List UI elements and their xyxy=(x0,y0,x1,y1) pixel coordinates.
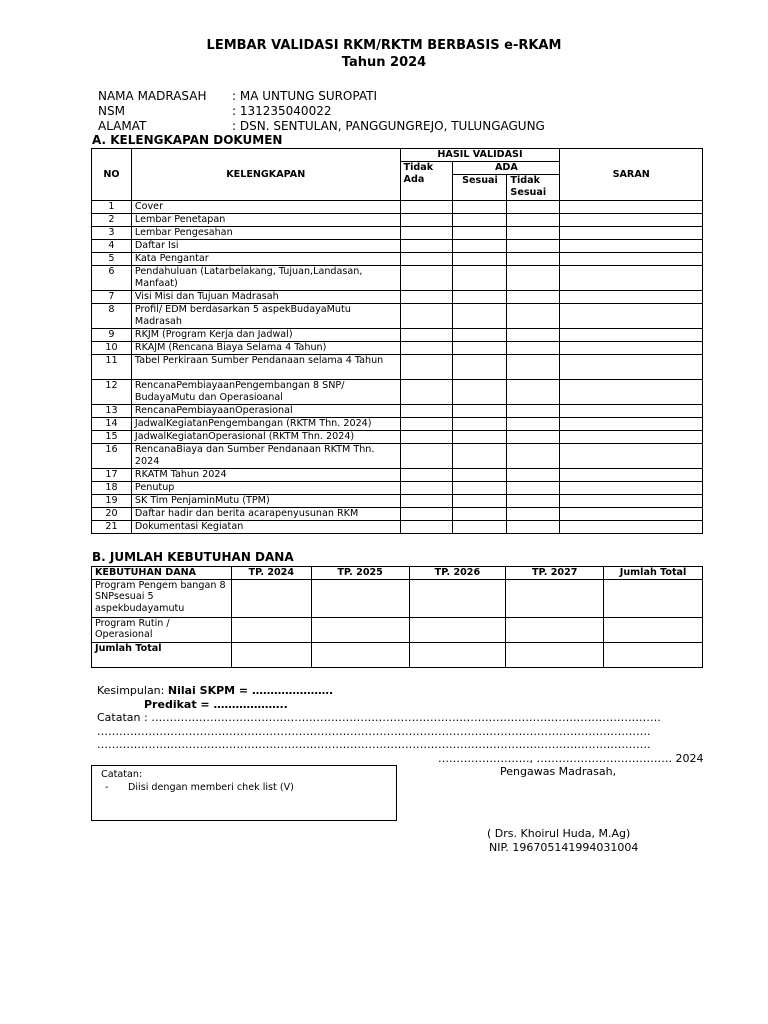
cell-tidak-sesuai[interactable] xyxy=(507,469,560,482)
cell-tidak-ada[interactable] xyxy=(400,508,453,521)
row-item: Pendahuluan (Latarbelakang, Tujuan,Landasan, Manfaat) xyxy=(131,266,400,291)
cell-tidak-sesuai[interactable] xyxy=(507,240,560,253)
row-number: 19 xyxy=(92,495,132,508)
row-number: 15 xyxy=(92,431,132,444)
row-number: 2 xyxy=(92,214,132,227)
cell-saran[interactable] xyxy=(560,469,703,482)
identity-value: : MA UNTUNG SUROPATI xyxy=(232,89,377,103)
document-year: Tahun 2024 xyxy=(341,55,427,70)
cell-sesuai[interactable] xyxy=(453,482,507,495)
cell-tidak-ada[interactable] xyxy=(400,431,453,444)
row-number: 20 xyxy=(92,508,132,521)
row-item: Lembar Pengesahan xyxy=(131,227,400,240)
cell-sesuai[interactable] xyxy=(453,405,507,418)
row-item: RencanaBiaya dan Sumber Pendanaan RKTM Thn. 2024 xyxy=(131,444,400,469)
cell-sesuai[interactable] xyxy=(453,380,507,405)
cell-tidak-sesuai[interactable] xyxy=(507,444,560,469)
cell-tidak-ada[interactable] xyxy=(400,405,453,418)
cell-sesuai[interactable] xyxy=(453,469,507,482)
cell-sesuai[interactable] xyxy=(453,214,507,227)
row-item: RKAJM (Rencana Biaya Selama 4 Tahun) xyxy=(131,342,400,355)
table-row xyxy=(92,291,703,304)
header-no: NO xyxy=(92,149,132,201)
cell-tidak-sesuai[interactable] xyxy=(507,521,560,534)
cell-sesuai[interactable] xyxy=(453,253,507,266)
row-item: Tabel Perkiraan Sumber Pendanaan selama 4 Tahun xyxy=(131,355,400,380)
row-number: 11 xyxy=(92,355,132,380)
row-item: Visi Misi dan Tujuan Madrasah xyxy=(131,291,400,304)
row-item: RKATM Tahun 2024 xyxy=(131,469,400,482)
table-row xyxy=(92,342,703,355)
table-row xyxy=(92,469,703,482)
cell-saran[interactable] xyxy=(560,342,703,355)
row-label: Program Rutin / Operasional xyxy=(92,617,232,642)
identity-label: NAMA MADRASAH xyxy=(98,89,207,103)
cell-tidak-ada[interactable] xyxy=(400,469,453,482)
signer-title: Pengawas Madrasah, xyxy=(500,765,617,778)
row-item: Kata Pengantar xyxy=(131,253,400,266)
cell-tidak-sesuai[interactable] xyxy=(507,495,560,508)
table-row xyxy=(92,329,703,342)
cell-tidak-ada[interactable] xyxy=(400,227,453,240)
predikat-line: Predikat = ……………….. xyxy=(144,698,288,711)
cell-saran[interactable] xyxy=(560,329,703,342)
cell-tidak-sesuai[interactable] xyxy=(507,266,560,291)
cell-saran[interactable] xyxy=(560,431,703,444)
table-row xyxy=(92,201,703,214)
row-item: RencanaPembiayaanOperasional xyxy=(131,405,400,418)
note-title: Catatan: xyxy=(101,769,143,780)
cell-sesuai[interactable] xyxy=(453,355,507,380)
row-number: 21 xyxy=(92,521,132,534)
cell-saran[interactable] xyxy=(560,521,703,534)
cell-tidak-sesuai[interactable] xyxy=(507,482,560,495)
cell-saran[interactable] xyxy=(560,201,703,214)
cell-sesuai[interactable] xyxy=(453,418,507,431)
cell-tidak-ada[interactable] xyxy=(400,495,453,508)
cell-sesuai[interactable] xyxy=(453,266,507,291)
cell-tidak-ada[interactable] xyxy=(400,304,453,329)
cell-sesuai[interactable] xyxy=(453,495,507,508)
note-bullet: - xyxy=(105,782,109,793)
cell-tidak-ada[interactable] xyxy=(400,214,453,227)
header-ada: ADA xyxy=(453,162,560,175)
table-row xyxy=(92,444,703,469)
cell-tidak-sesuai[interactable] xyxy=(507,291,560,304)
cell-tidak-ada[interactable] xyxy=(400,291,453,304)
cell-saran[interactable] xyxy=(560,380,703,405)
header-sesuai: Sesuai xyxy=(453,175,507,201)
catatan-line: ……………………………………………………………………………………………………………………………………. xyxy=(97,725,651,738)
identity-value: : 131235040022 xyxy=(232,104,332,118)
cell-tidak-ada[interactable] xyxy=(400,329,453,342)
table-row xyxy=(92,431,703,444)
header-jumlah-total: Jumlah Total xyxy=(604,567,703,580)
date-line: ……………………., ………………………………. 2024 xyxy=(438,752,704,765)
table-row xyxy=(92,214,703,227)
section-b-heading: B. JUMLAH KEBUTUHAN DANA xyxy=(92,550,294,564)
row-item: Lembar Penetapan xyxy=(131,214,400,227)
cell-sesuai[interactable] xyxy=(453,508,507,521)
header-hasil-validasi: HASIL VALIDASI xyxy=(400,149,560,162)
table-row xyxy=(92,240,703,253)
cell-tidak-sesuai[interactable] xyxy=(507,342,560,355)
row-number: 1 xyxy=(92,201,132,214)
header-tidak-ada: Tidak Ada xyxy=(400,162,453,201)
cell-tidak-sesuai[interactable] xyxy=(507,355,560,380)
document-title: LEMBAR VALIDASI RKM/RKTM BERBASIS e-RKAM xyxy=(206,38,562,53)
table-row xyxy=(92,304,703,329)
cell-tidak-ada[interactable] xyxy=(400,240,453,253)
row-label: Program Pengem bangan 8 SNPsesuai 5 aspekbudayamutu xyxy=(92,579,232,617)
table-row xyxy=(92,617,703,642)
cell-sesuai[interactable] xyxy=(453,240,507,253)
header-tp-2024: TP. 2024 xyxy=(231,567,311,580)
header-tp-2025: TP. 2025 xyxy=(311,567,409,580)
row-item: JadwalKegiatanPengembangan (RKTM Thn. 2024) xyxy=(131,418,400,431)
identity-label: ALAMAT xyxy=(98,119,147,133)
header-kelengkapan: KELENGKAPAN xyxy=(131,149,400,201)
cell-saran[interactable] xyxy=(560,291,703,304)
table-row xyxy=(92,227,703,240)
cell-sesuai[interactable] xyxy=(453,342,507,355)
row-number: 18 xyxy=(92,482,132,495)
note-text: Diisi dengan memberi chek list (V) xyxy=(128,782,294,793)
table-row xyxy=(92,495,703,508)
cell-sesuai[interactable] xyxy=(453,227,507,240)
table-row xyxy=(92,521,703,534)
cell-tidak-sesuai[interactable] xyxy=(507,329,560,342)
row-item: Penutup xyxy=(131,482,400,495)
table-row xyxy=(92,405,703,418)
row-item: RencanaPembiayaanPengembangan 8 SNP/ BudayaMutu dan Operasioanal xyxy=(131,380,400,405)
cell-sesuai[interactable] xyxy=(453,304,507,329)
cell-saran[interactable] xyxy=(560,495,703,508)
cell-sesuai[interactable] xyxy=(453,201,507,214)
cell-tidak-sesuai[interactable] xyxy=(507,227,560,240)
cell-saran[interactable] xyxy=(560,482,703,495)
table-row xyxy=(92,380,703,405)
row-number: 10 xyxy=(92,342,132,355)
row-number: 13 xyxy=(92,405,132,418)
nilai-skpm: Nilai SKPM = …………………. xyxy=(167,684,334,697)
table-row xyxy=(92,355,703,380)
cell-saran[interactable] xyxy=(560,227,703,240)
cell-tidak-ada[interactable] xyxy=(400,253,453,266)
cell-sesuai[interactable] xyxy=(453,521,507,534)
cell-tidak-sesuai[interactable] xyxy=(507,253,560,266)
cell-sesuai[interactable] xyxy=(453,431,507,444)
cell-saran[interactable] xyxy=(560,508,703,521)
kesimpulan-label: Kesimpulan: xyxy=(97,684,168,697)
cell-tidak-ada[interactable] xyxy=(400,521,453,534)
row-item: SK Tim PenjaminMutu (TPM) xyxy=(131,495,400,508)
kesimpulan-line xyxy=(97,684,333,697)
row-number: 5 xyxy=(92,253,132,266)
row-number: 8 xyxy=(92,304,132,329)
cell-sesuai[interactable] xyxy=(453,444,507,469)
identity-label: NSM xyxy=(98,104,125,118)
table-row xyxy=(92,266,703,291)
row-item: Daftar Isi xyxy=(131,240,400,253)
cell-tidak-sesuai[interactable] xyxy=(507,380,560,405)
cell-tidak-ada[interactable] xyxy=(400,342,453,355)
cell-tidak-ada[interactable] xyxy=(400,380,453,405)
cell-saran[interactable] xyxy=(560,240,703,253)
cell-saran[interactable] xyxy=(560,355,703,380)
cell-tidak-ada[interactable] xyxy=(400,482,453,495)
cell-sesuai[interactable] xyxy=(453,291,507,304)
cell-tidak-sesuai[interactable] xyxy=(507,201,560,214)
header-tp-2026: TP. 2026 xyxy=(409,567,506,580)
row-item: Daftar hadir dan berita acarapenyusunan RKM xyxy=(131,508,400,521)
table-row xyxy=(92,253,703,266)
table-row xyxy=(92,508,703,521)
row-number: 4 xyxy=(92,240,132,253)
row-number: 9 xyxy=(92,329,132,342)
cell-saran[interactable] xyxy=(560,444,703,469)
row-number: 16 xyxy=(92,444,132,469)
table-row xyxy=(92,482,703,495)
table-row xyxy=(92,579,703,617)
row-number: 17 xyxy=(92,469,132,482)
cell-saran[interactable] xyxy=(560,214,703,227)
row-item: Profil/ EDM berdasarkan 5 aspekBudayaMutu Madrasah xyxy=(131,304,400,329)
cell-saran[interactable] xyxy=(560,418,703,431)
catatan-line: ……………………………………………………………………………………………………………………………………. xyxy=(97,738,651,751)
table-row xyxy=(92,642,703,667)
row-item: Cover xyxy=(131,201,400,214)
row-number: 3 xyxy=(92,227,132,240)
row-item: Dokumentasi Kegiatan xyxy=(131,521,400,534)
cell-tidak-sesuai[interactable] xyxy=(507,214,560,227)
cell-tidak-ada[interactable] xyxy=(400,444,453,469)
cell-tidak-ada[interactable] xyxy=(400,201,453,214)
cell-tidak-sesuai[interactable] xyxy=(507,508,560,521)
kelengkapan-table xyxy=(91,148,703,534)
cell-tidak-sesuai[interactable] xyxy=(507,304,560,329)
cell-saran[interactable] xyxy=(560,253,703,266)
cell-tidak-ada[interactable] xyxy=(400,418,453,431)
identity-value: : DSN. SENTULAN, PANGGUNGREJO, TULUNGAGUNG xyxy=(232,119,545,133)
row-number: 6 xyxy=(92,266,132,291)
header-saran: SARAN xyxy=(560,149,703,201)
row-label: Jumlah Total xyxy=(92,642,232,667)
cell-saran[interactable] xyxy=(560,405,703,418)
row-number: 12 xyxy=(92,380,132,405)
cell-tidak-sesuai[interactable] xyxy=(507,418,560,431)
row-item: JadwalKegiatanOperasional (RKTM Thn. 2024) xyxy=(131,431,400,444)
catatan-line: Catatan : …………………………………………………………………………………………………………………………. xyxy=(97,711,661,724)
row-number: 14 xyxy=(92,418,132,431)
cell-sesuai[interactable] xyxy=(453,329,507,342)
note-box xyxy=(91,765,397,821)
row-number: 7 xyxy=(92,291,132,304)
signer-name: ( Drs. Khoirul Huda, M.Ag) xyxy=(487,827,631,840)
signer-nip: NIP. 196705141994031004 xyxy=(489,841,639,854)
cell-saran[interactable] xyxy=(560,266,703,291)
header-kebutuhan-dana: KEBUTUHAN DANA xyxy=(92,567,232,580)
cell-tidak-ada[interactable] xyxy=(400,266,453,291)
cell-tidak-sesuai[interactable] xyxy=(507,405,560,418)
header-tp-2027: TP. 2027 xyxy=(506,567,604,580)
row-item: RKJM (Program Kerja dan Jadwal) xyxy=(131,329,400,342)
cell-tidak-sesuai[interactable] xyxy=(507,431,560,444)
header-tidak-sesuai: Tidak Sesuai xyxy=(507,175,560,201)
cell-saran[interactable] xyxy=(560,304,703,329)
table-row xyxy=(92,418,703,431)
section-a-heading: A. KELENGKAPAN DOKUMEN xyxy=(92,133,283,147)
cell-tidak-ada[interactable] xyxy=(400,355,453,380)
kebutuhan-dana-table xyxy=(91,566,703,668)
